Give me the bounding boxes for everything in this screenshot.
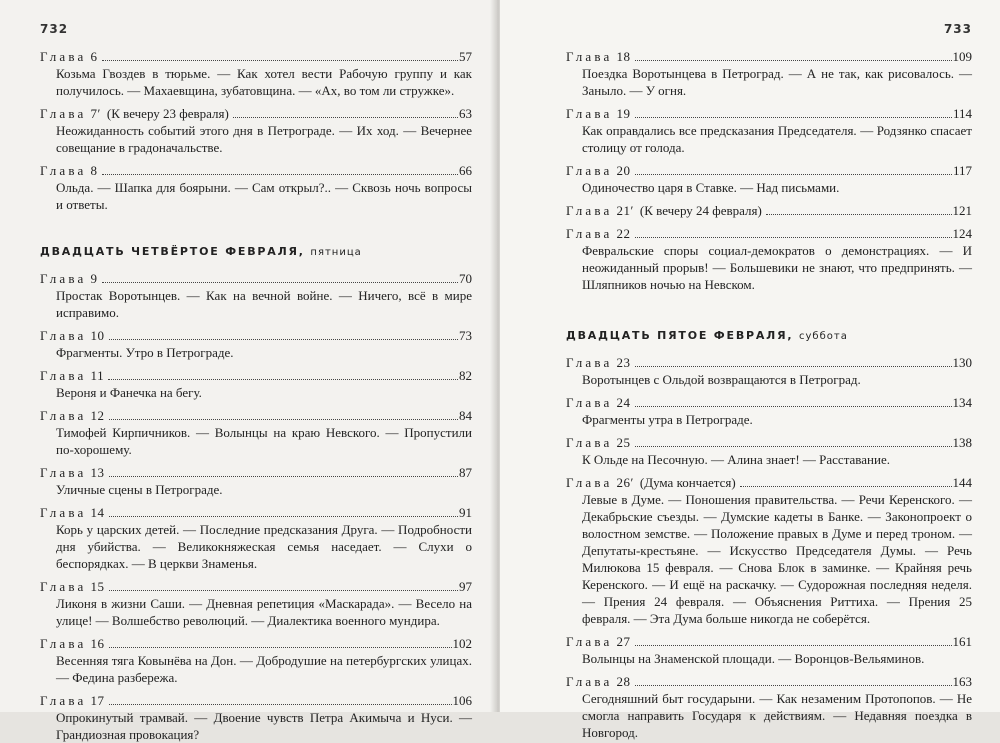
chapter-word: Глава	[566, 163, 613, 178]
chapter-summary: Фрагменты утра в Петрограде.	[582, 412, 753, 427]
chapter-page-number: 144	[952, 475, 972, 490]
toc-entry	[40, 504, 472, 572]
chapter-number: 7′	[90, 106, 101, 121]
chapter-page-number: 134	[952, 395, 972, 410]
chapter-word: Глава	[40, 636, 87, 651]
dot-leader	[109, 339, 458, 340]
dot-leader	[109, 590, 458, 591]
chapter-page-number: 124	[952, 226, 972, 241]
chapter-number: 16	[90, 636, 105, 651]
chapter-number: 27	[616, 634, 631, 649]
chapter-word: Глава	[40, 693, 87, 708]
chapter-page-number: 130	[952, 355, 972, 370]
chapter-word: Глава	[566, 355, 613, 370]
toc-entry	[40, 48, 472, 99]
chapter-label	[40, 578, 105, 595]
chapter-summary: К Ольде на Песочную. — Алина знает! — Расставание.	[582, 452, 890, 467]
chapter-page-number: 114	[952, 106, 972, 121]
toc-entry-heading	[40, 105, 472, 122]
toc-entry	[566, 633, 972, 667]
dot-leader	[109, 647, 452, 648]
chapter-word: Глава	[40, 505, 87, 520]
chapter-page-number: 84	[459, 408, 472, 423]
chapter-page-number: 63	[459, 106, 472, 121]
toc-entry-heading	[566, 225, 972, 242]
dot-leader	[635, 174, 952, 175]
chapter-word: Глава	[40, 465, 87, 480]
chapter-summary: Как оправдались все предсказания Председателя. — Родзянко спасает столицу от голода.	[582, 123, 972, 155]
toc-entry	[40, 464, 472, 498]
chapter-label	[566, 48, 631, 65]
chapter-number: 20	[616, 163, 631, 178]
toc-entry-heading	[566, 434, 972, 451]
toc-entry	[566, 394, 972, 428]
chapter-label	[566, 162, 631, 179]
chapter-number: 22	[616, 226, 631, 241]
toc-group-right-bottom	[566, 354, 972, 741]
chapter-label	[566, 354, 631, 371]
toc-entry-heading	[40, 48, 472, 65]
toc-entry	[40, 270, 472, 321]
chapter-summary: Простак Воротынцев. — Как на вечной войне. — Ничего, всё в мире исправимо.	[56, 288, 472, 320]
chapter-label	[566, 633, 631, 650]
dot-leader	[635, 366, 952, 367]
page-number-right: 733	[943, 22, 972, 36]
toc-entry	[40, 162, 472, 213]
dot-leader	[102, 282, 458, 283]
toc-entry-heading	[566, 48, 972, 65]
chapter-label	[40, 367, 104, 384]
left-page	[0, 0, 494, 742]
chapter-word: Глава	[40, 579, 87, 594]
toc-entry	[40, 367, 472, 401]
chapter-label	[566, 673, 631, 690]
chapter-word: Глава	[566, 49, 613, 64]
chapter-page-number: 87	[459, 465, 472, 480]
chapter-number: 26′	[616, 475, 634, 490]
chapter-summary: Воротынцев с Ольдой возвращаются в Петроград.	[582, 372, 861, 387]
chapter-label	[566, 394, 631, 411]
chapter-page-number: 70	[459, 271, 472, 286]
toc-entry	[566, 673, 972, 741]
chapter-summary: Поездка Воротынцева в Петроград. — А не так, как рисовалось. — Заныло. — У огня.	[582, 66, 972, 98]
chapter-summary: Неожиданность событий этого дня в Петрограде. — Их ход. — Вечернее совещание в градоначальстве.	[56, 123, 472, 155]
chapter-summary: Весенняя тяга Ковынёва на Дон. — Добродушие на петербургских улицах. — Федина разбережа.	[56, 653, 472, 685]
toc-entry-heading	[566, 673, 972, 690]
toc-entry-heading	[566, 633, 972, 650]
chapter-summary: Февральские споры социал-демократов о демонстрациях. — И неожиданный прорыв! — Большевики не знают, что предпринять. — Шляпников ночью на Невском.	[582, 243, 972, 292]
dot-leader	[109, 419, 458, 420]
toc-entry	[566, 202, 972, 219]
chapter-summary: Уличные сцены в Петрограде.	[56, 482, 223, 497]
chapter-page-number: 66	[459, 163, 472, 178]
chapter-number: 14	[90, 505, 105, 520]
dot-leader	[635, 406, 952, 407]
dot-leader	[635, 685, 952, 686]
chapter-number: 28	[616, 674, 631, 689]
section-weekday: пятница	[310, 247, 362, 258]
toc-entry-heading	[40, 407, 472, 424]
section-title: ДВАДЦАТЬ ПЯТОЕ ФЕВРАЛЯ,	[566, 329, 794, 342]
chapter-summary: Вероня и Фанечка на бегу.	[56, 385, 202, 400]
toc-entry	[40, 327, 472, 361]
chapter-summary: Сегодняшний быт государыни. — Как незаменим Протопопов. — Не смогла направить Государя к действиям. — Недавняя поездка в Новгород.	[582, 691, 972, 740]
chapter-word: Глава	[566, 435, 613, 450]
chapter-label	[566, 202, 634, 219]
chapter-label	[40, 635, 105, 652]
chapter-label	[566, 225, 631, 242]
chapter-note: (К вечеру 24 февраля)	[639, 203, 762, 218]
dot-leader	[102, 60, 458, 61]
dot-leader	[635, 446, 952, 447]
toc-entry	[40, 578, 472, 629]
toc-group-left-bottom	[40, 270, 472, 743]
toc-entry-heading	[40, 270, 472, 287]
chapter-label	[40, 48, 98, 65]
chapter-word: Глава	[566, 226, 613, 241]
dot-leader	[109, 476, 458, 477]
toc-entry-heading	[40, 692, 472, 709]
chapter-word: Глава	[40, 163, 87, 178]
chapter-label	[566, 105, 631, 122]
toc-entry	[40, 692, 472, 743]
toc-entry	[566, 354, 972, 388]
toc-entry-heading	[40, 578, 472, 595]
chapter-page-number: 91	[459, 505, 472, 520]
chapter-label	[40, 407, 105, 424]
chapter-word: Глава	[566, 475, 613, 490]
chapter-summary: Левые в Думе. — Поношения правительства. — Речи Керенского. — Декабрьские съезды. — Думские кадеты в Банке. — Законопроект о волостном земстве. — Положение правых в Думе и перед троном. — Депутаты-крестьяне. — Искусство Председателя Думы. — Речь Милюкова 15 февраля. — Снова Блок в заминке. — Крайняя речь Керенского. — И ещё на раскачку. — Судорожная последняя неделя. — Прения 24 февраля. — Объяснения Риттиха. — Прения 25 февраля. — Эта Дума больше никогда не соберётся.	[582, 492, 972, 626]
chapter-word: Глава	[566, 674, 613, 689]
toc-entry	[566, 434, 972, 468]
chapter-number: 11	[90, 368, 105, 383]
chapter-number: 6	[90, 49, 98, 64]
dot-leader	[109, 704, 452, 705]
dot-leader	[109, 516, 458, 517]
section-weekday: суббота	[799, 331, 848, 342]
chapter-page-number: 161	[952, 634, 972, 649]
page-number-left: 732	[40, 22, 69, 36]
chapter-note: (К вечеру 23 февраля)	[106, 106, 229, 121]
chapter-number: 19	[616, 106, 631, 121]
toc-entry	[566, 48, 972, 99]
chapter-number: 21′	[616, 203, 634, 218]
chapter-word: Глава	[40, 271, 87, 286]
toc-entry-heading	[566, 105, 972, 122]
dot-leader	[635, 60, 952, 61]
toc-entry-heading	[566, 474, 972, 491]
dot-leader	[102, 174, 458, 175]
chapter-word: Глава	[566, 203, 613, 218]
chapter-number: 12	[90, 408, 105, 423]
toc-entry	[566, 474, 972, 627]
right-page	[500, 0, 1000, 740]
chapter-summary: Волынцы на Знаменской площади. — Воронцов-Вельяминов.	[582, 651, 925, 666]
chapter-summary: Тимофей Кирпичников. — Волынцы на краю Невского. — Пропустили по-хорошему.	[56, 425, 472, 457]
toc-entry-heading	[40, 367, 472, 384]
toc-entry-heading	[40, 504, 472, 521]
chapter-page-number: 73	[459, 328, 472, 343]
toc-entry-heading	[566, 394, 972, 411]
chapter-word: Глава	[40, 368, 87, 383]
chapter-word: Глава	[40, 328, 87, 343]
toc-entry-heading	[566, 202, 972, 219]
chapter-label	[40, 504, 105, 521]
toc-entry-heading	[566, 354, 972, 371]
chapter-number: 9	[90, 271, 98, 286]
chapter-page-number: 163	[952, 674, 972, 689]
dot-leader	[635, 645, 952, 646]
dot-leader	[766, 214, 952, 215]
chapter-page-number: 102	[452, 636, 472, 651]
section-title: ДВАДЦАТЬ ЧЕТВЁРТОЕ ФЕВРАЛЯ,	[40, 245, 305, 258]
chapter-label	[40, 464, 105, 481]
toc-entry-heading	[40, 635, 472, 652]
chapter-page-number: 57	[459, 49, 472, 64]
chapter-summary: Фрагменты. Утро в Петрограде.	[56, 345, 234, 360]
chapter-word: Глава	[566, 106, 613, 121]
chapter-summary: Козьма Гвоздев в тюрьме. — Как хотел вести Рабочую группу и как получилось. — Махаевщина, зубатовщина. — «Ах, во том ли стружке».	[56, 66, 472, 98]
toc-group-right-top	[566, 48, 972, 293]
dot-leader	[740, 486, 952, 487]
section-heading-feb25	[566, 329, 972, 342]
chapter-number: 23	[616, 355, 631, 370]
toc-entry	[566, 225, 972, 293]
chapter-page-number: 117	[952, 163, 972, 178]
chapter-number: 10	[90, 328, 105, 343]
chapter-label	[566, 434, 631, 451]
dot-leader	[233, 117, 458, 118]
toc-entry	[40, 635, 472, 686]
chapter-label	[40, 162, 98, 179]
chapter-summary: Одиночество царя в Ставке. — Над письмами.	[582, 180, 840, 195]
chapter-label	[40, 692, 105, 709]
chapter-number: 8	[90, 163, 98, 178]
chapter-label	[40, 327, 105, 344]
chapter-label	[566, 474, 634, 491]
chapter-summary: Корь у царских детей. — Последние предсказания Друга. — Подробности дня убийства. — Великокняжеская семья наседает. — Слухи о беспорядках. — В церкви Знаменья.	[56, 522, 472, 571]
toc-entry	[40, 407, 472, 458]
chapter-page-number: 97	[459, 579, 472, 594]
chapter-word: Глава	[40, 408, 87, 423]
chapter-summary: Ликоня в жизни Саши. — Дневная репетиция «Маскарада». — Весело на улице! — Волшебство революций. — Диалектика военного мундира.	[56, 596, 472, 628]
chapter-number: 13	[90, 465, 105, 480]
toc-group-left-top	[40, 48, 472, 213]
chapter-word: Глава	[566, 395, 613, 410]
chapter-number: 15	[90, 579, 105, 594]
dot-leader	[108, 379, 458, 380]
chapter-number: 24	[616, 395, 631, 410]
chapter-number: 25	[616, 435, 631, 450]
chapter-number: 18	[616, 49, 631, 64]
chapter-label	[40, 270, 98, 287]
toc-entry-heading	[40, 464, 472, 481]
dot-leader	[635, 117, 952, 118]
chapter-word: Глава	[566, 634, 613, 649]
chapter-page-number: 121	[952, 203, 972, 218]
toc-entry-heading	[40, 162, 472, 179]
dot-leader	[635, 237, 952, 238]
chapter-label	[40, 105, 101, 122]
chapter-page-number: 109	[952, 49, 972, 64]
chapter-summary: Опрокинутый трамвай. — Двоение чувств Петра Акимыча и Нуси. — Грандиозная провокация?	[56, 710, 472, 742]
chapter-page-number: 82	[459, 368, 472, 383]
toc-entry-heading	[566, 162, 972, 179]
toc-entry-heading	[40, 327, 472, 344]
toc-entry	[40, 105, 472, 156]
chapter-summary: Ольда. — Шапка для боярыни. — Сам открыл?.. — Сквозь ночь вопросы и ответы.	[56, 180, 472, 212]
section-heading-feb24	[40, 245, 472, 258]
toc-entry	[566, 162, 972, 196]
chapter-page-number: 106	[452, 693, 472, 708]
toc-entry	[566, 105, 972, 156]
chapter-number: 17	[90, 693, 105, 708]
chapter-word: Глава	[40, 49, 87, 64]
chapter-word: Глава	[40, 106, 87, 121]
chapter-note: (Дума кончается)	[639, 475, 736, 490]
chapter-page-number: 138	[952, 435, 972, 450]
